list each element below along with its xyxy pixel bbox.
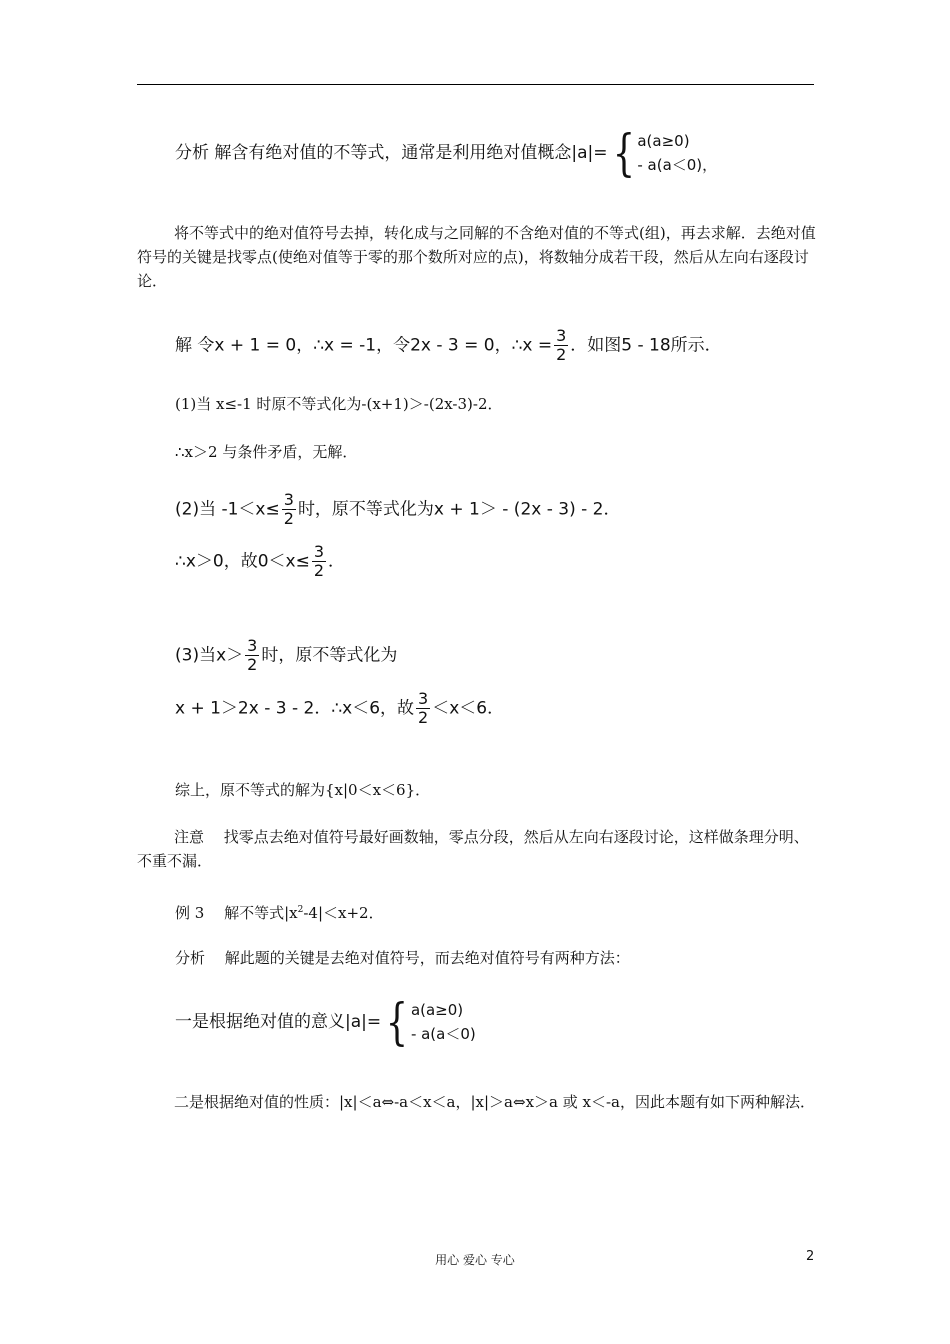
analysis-line-1: 分析 解含有绝对值的不等式，通常是利用绝对值概念|a|= { a(a≥0) - a(a＜0)， — [175, 124, 718, 182]
example-3-line: 例 3 解不等式$|x^2-4|<x+2$． — [175, 904, 384, 922]
case-2-result: ∴x＞0，故0＜x≤ $\frac{3}{2}$ ． — [175, 542, 346, 580]
fraction: $\frac{3}{2}$ — [313, 542, 325, 580]
case-1-result: ∴x＞2 与条件矛盾，无解． — [175, 443, 358, 461]
case-2-line: (2)当 -1＜x≤ $\frac{3}{2}$ 时，原不等式化为x + 1＞ - (2x - 3) - 2． — [175, 490, 621, 528]
header-rule — [137, 84, 814, 85]
case-3-line: (3)当x＞ $\frac{3}{2}$ 时，原不等式化为 — [175, 636, 398, 674]
method-2-paragraph: 二是根据绝对值的性质：|x|＜a⇔-a＜x＜a，|x|＞a⇔x＞a 或 x＜-a，因此本题有如下两种解法． — [174, 1093, 815, 1111]
summary-line: 综上，原不等式的解为{x|0＜x＜6}． — [175, 781, 431, 799]
fraction: $\frac{3}{2}$ — [418, 689, 429, 727]
page-number: 2 — [806, 1249, 815, 1264]
piecewise-definition: { a(a≥0) - a(a＜0) — [385, 993, 476, 1051]
fraction: $\frac{3}{2}$ — [247, 636, 258, 674]
fraction: $\frac{3}{2}$ — [556, 326, 567, 364]
case-3-result: x + 1＞2x - 3 - 2．∴x＜6，故 $\frac{3}{2}$ ＜x＜6． — [175, 689, 505, 727]
fraction: $\frac{3}{2}$ — [283, 490, 294, 528]
piecewise-definition: { a(a≥0) - a(a＜0)， — [612, 124, 718, 182]
analysis-line-2: 分析 解此题的关键是去绝对值符号，而去绝对值符号有两种方法： — [175, 949, 630, 967]
method-1-line: 一是根据绝对值的意义|a|= { a(a≥0) - a(a＜0) — [175, 993, 476, 1051]
explanation-paragraph: 将不等式中的绝对值符号去掉，转化成与之同解的不含绝对值的不等式(组)，再去求解．去绝对值符号的关键是找零点(使绝对值等于零的那个数所对应的点)，将数轴分成若干段，然后从左向右逐段讨论． — [137, 224, 816, 290]
note-paragraph: 注意 找零点去绝对值符号最好画数轴，零点分段，然后从左向右逐段讨论，这样做条理分明、不重不漏． — [137, 828, 809, 870]
brace-icon: { — [385, 993, 409, 1051]
footer-text: 用心 爱心 专心 — [435, 1253, 515, 1267]
brace-icon: { — [612, 124, 635, 182]
solution-line: 解 令x + 1 = 0，∴x = -1，令2x - 3 = 0，∴x = $\frac{3}{2}$ ．如图5 - 18所示． — [175, 326, 722, 364]
case-1-line: (1)当 x≤-1 时原不等式化为-(x+1)＞-(2x-3)-2． — [175, 395, 503, 413]
